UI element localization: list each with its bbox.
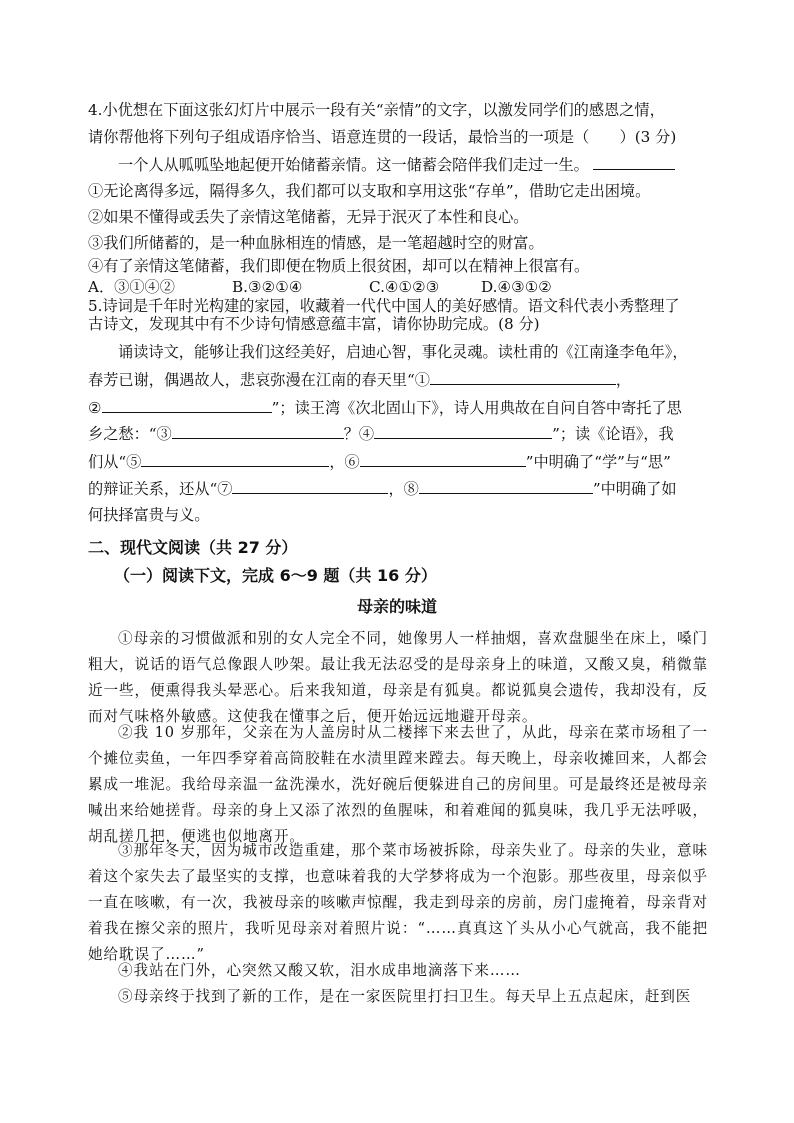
q4-option-c: C.④①②③ <box>369 278 440 296</box>
q5-paragraph-line5 <box>88 452 671 472</box>
q5-text: ，⑧ <box>388 480 419 498</box>
q5-blank-1[interactable] <box>430 370 616 385</box>
q5-text: ， <box>615 371 632 389</box>
q4-intro-text: 一个人从呱呱坠地起便开始储蓄亲情。这一储蓄会陪伴我们走过一生。 <box>118 156 589 174</box>
q5-text: 的辩证关系，还从“⑦ <box>88 480 233 498</box>
article-paragraph-5: ⑤母亲终于找到了新的工作，是在一家医院里打扫卫生。每天早上五点起床，赶到医 <box>118 988 692 1005</box>
q5-paragraph-line3 <box>88 398 682 418</box>
q4-intro <box>118 155 675 175</box>
q4-option-b: B.③②①④ <box>232 278 303 296</box>
q5-text: 们从“⑤ <box>88 453 142 471</box>
q4-option-a: A．③①④② <box>88 278 175 296</box>
q5-blank-3[interactable] <box>172 424 344 439</box>
q5-blank-8[interactable] <box>419 479 593 494</box>
q5-blank-6[interactable] <box>360 452 526 467</box>
q4-stem-line2: 请你帮他将下列句子组成语序恰当、语意连贯的一段话，最恰当的一项是（ ）(3 分) <box>88 128 677 146</box>
q4-sentence-1: ①无论离得多远，隔得多久，我们都可以支取和享用这张“存单”，借助它走出困境。 <box>88 182 651 200</box>
article-paragraph-4: ④我站在门外，心突然又酸又软，泪水成串地滴落下来…… <box>118 962 521 979</box>
q5-paragraph-line1: 诵读诗文，能够让我们这经美好，启迪心智，事化灵魂。读杜甫的《江南逢李龟年》， <box>118 343 688 361</box>
q5-text: ”；读王湾《次北固山下》，诗人用典故在自问自答中寄托了思 <box>271 399 682 417</box>
q5-stem-line2: 古诗文，发现其中有不少诗句情感意蕴丰富，请你协助完成。(8 分) <box>88 315 540 333</box>
section-heading: 二、现代文阅读（共 27 分） <box>88 538 298 557</box>
q5-blank-2[interactable] <box>102 398 272 413</box>
q5-text: ”中明确了“学”与“思” <box>525 453 671 471</box>
q5-text: 春芳已谢，偶遇故人，悲哀弥漫在江南的春天里“① <box>88 371 430 389</box>
q5-text: ”中明确了如 <box>592 480 677 498</box>
q5-paragraph-line4 <box>88 424 674 444</box>
q5-paragraph-line2 <box>88 370 631 390</box>
article-paragraph-2: ②我 10 岁那年，父亲在为人盖房时从二楼摔下来去世了，从此，母亲在菜市场租了一个摊位卖鱼，一年四季穿着高筒胶鞋在水渍里蹚来蹚去。每天晚上，母亲收摊回来，人都会累成一堆泥。我给母亲温一盆洗澡水，洗好碗后便躲进自己的房间里。可是最终还是被母亲喊出来给她搓背。母亲的身上又添了浓烈的鱼腥味，和着难闻的狐臭味，我几乎无法呼吸，胡乱搓几把，便逃也似地离开。 <box>88 724 708 845</box>
q4-stem-line1: 4.小优想在下面这张幻灯片中展示一段有关“亲情”的文字，以激发同学们的感恩之情， <box>88 101 665 119</box>
q5-stem-line1: 5.诗词是千年时光构建的家园，收藏着一代代中国人的美好感情。语文科代表小秀整理了 <box>88 297 680 315</box>
q5-blank-7[interactable] <box>232 479 388 494</box>
q5-blank-4[interactable] <box>374 424 552 439</box>
article-paragraph-3: ③那年冬天，因为城市改造重建，那个菜市场被拆除，母亲失业了。母亲的失业，意味着这个家失去了最坚实的支撑，也意味着我的大学梦将成为一个泡影。那些夜里，母亲似乎一直在咳嗽，有一次，我被母亲的咳嗽声惊醒，我走到母亲的房前，房门虚掩着，母亲背对着我在擦父亲的照片，我听见母亲对着照片说：“……真真这丫头从小心气就高，我不能把她给耽误了……” <box>88 842 708 963</box>
q4-sentence-4: ④有了亲情这笔储蓄，我们即便在物质上很贫困，却可以在精神上很富有。 <box>88 257 590 275</box>
q4-sentence-2: ②如果不懂得或丢失了亲情这笔储蓄，无异于泯灭了本性和良心。 <box>88 208 529 226</box>
article-title: 母亲的味道 <box>356 597 437 616</box>
q5-paragraph-line7: 何抉择富贵与义。 <box>88 506 210 524</box>
article-paragraph-1: ①母亲的习惯做派和别的女人完全不同，她像男人一样抽烟，喜欢盘腿坐在床上，嗓门粗大，说话的语气总像跟人吵架。最让我无法忍受的是母亲身上的味道，又酸又臭，稍微靠近一些，便熏得我头晕恶心。后来我知道，母亲是有狐臭。都说狐臭会遗传，我却没有，反而对气味格外敏感。这使我在懂事之后，便开始远远地避开母亲。 <box>88 630 708 725</box>
q5-paragraph-line6 <box>88 479 677 499</box>
q5-text: ”；读《论语》，我 <box>552 425 674 443</box>
q5-text: ，⑥ <box>329 453 360 471</box>
q4-option-d: D.④③①② <box>481 278 552 296</box>
sub-section-heading: （一）阅读下文，完成 6～9 题（共 16 分） <box>114 566 437 585</box>
q5-blank-5[interactable] <box>141 452 329 467</box>
q5-text: ② <box>88 399 102 417</box>
q4-answer-blank[interactable] <box>593 155 675 170</box>
q4-sentence-3: ③我们所储蓄的，是一种血脉相连的情感，是一笔超越时空的财富。 <box>88 234 544 252</box>
q5-text: 乡之愁：“③ <box>88 425 172 443</box>
q5-text: ？④ <box>343 425 375 443</box>
